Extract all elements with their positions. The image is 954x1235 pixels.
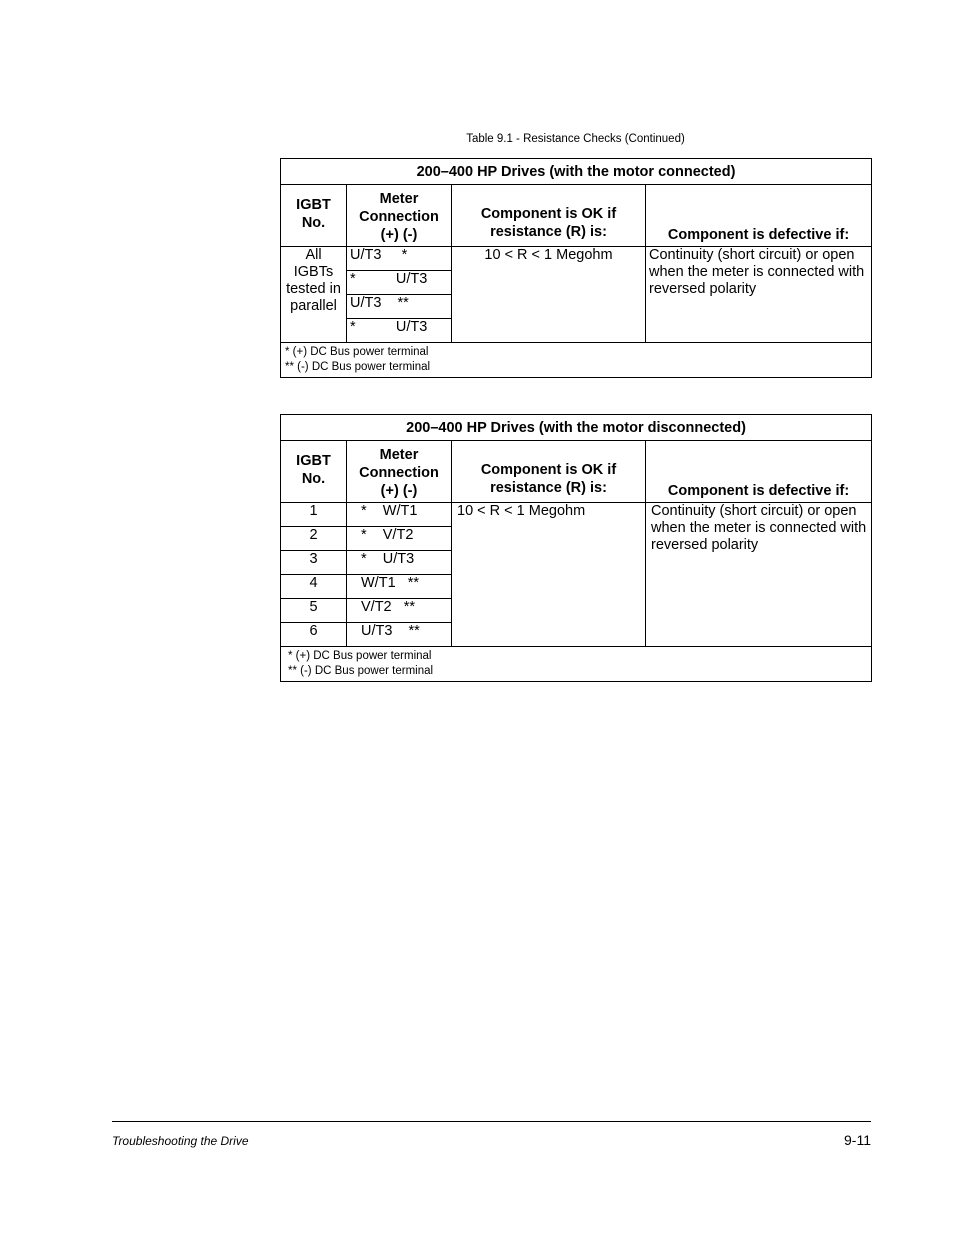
meter-connection: U/T3 * xyxy=(347,247,452,271)
igbt-number: 5 xyxy=(281,599,347,623)
ok-resistance: 10 < R < 1 Megohm xyxy=(452,503,646,647)
table-row xyxy=(281,503,872,527)
note-positive: * (+) DC Bus power terminal xyxy=(288,650,432,662)
meter-connection: W/T1 ** xyxy=(347,575,452,599)
table-title: 200–400 HP Drives (with the motor disconnected) xyxy=(281,415,872,441)
defective-condition: Continuity (short circuit) or open when the meter is connected with reversed polarity xyxy=(646,247,872,343)
meter-connection: * U/T3 xyxy=(347,319,452,343)
ok-resistance: 10 < R < 1 Megohm xyxy=(452,247,646,343)
resistance-table-motor-connected xyxy=(280,158,872,378)
meter-connection: * U/T3 xyxy=(347,551,452,575)
meter-connection: * U/T3 xyxy=(347,271,452,295)
footer-divider xyxy=(112,1121,871,1122)
note-negative: ** (-) DC Bus power terminal xyxy=(288,665,434,677)
note-positive: * (+) DC Bus power terminal xyxy=(285,346,429,358)
header-defective: Component is defective if: xyxy=(646,185,872,247)
meter-connection: U/T3 ** xyxy=(347,295,452,319)
header-ok: Component is OK if resistance (R) is: xyxy=(452,185,646,247)
table-caption: Table 9.1 - Resistance Checks (Continued) xyxy=(466,133,685,145)
igbt-number: 3 xyxy=(281,551,347,575)
igbt-number: 2 xyxy=(281,527,347,551)
meter-connection: * V/T2 xyxy=(347,527,452,551)
table-notes xyxy=(281,647,872,682)
igbt-number: 4 xyxy=(281,575,347,599)
header-defective: Component is defective if: xyxy=(646,441,872,503)
header-igbt: IGBT No. xyxy=(281,185,347,247)
header-igbt: IGBT No. xyxy=(281,441,347,503)
header-ok: Component is OK if resistance (R) is: xyxy=(452,441,646,503)
note-negative: ** (-) DC Bus power terminal xyxy=(285,361,431,373)
table-title: 200–400 HP Drives (with the motor connected) xyxy=(281,159,872,185)
footer-section-title: Troubleshooting the Drive xyxy=(112,1134,249,1148)
header-meter: Meter Connection (+) (-) xyxy=(347,185,452,247)
resistance-table-motor-disconnected xyxy=(280,414,872,682)
defective-condition: Continuity (short circuit) or open when the meter is connected with reversed polarity xyxy=(646,503,872,647)
meter-connection: V/T2 ** xyxy=(347,599,452,623)
meter-connection: U/T3 ** xyxy=(347,623,452,647)
igbt-number: 6 xyxy=(281,623,347,647)
meter-connection: * W/T1 xyxy=(347,503,452,527)
header-meter: Meter Connection (+) (-) xyxy=(347,441,452,503)
page-number: 9-11 xyxy=(844,1132,871,1148)
igbt-number: 1 xyxy=(281,503,347,527)
igbt-cell: All IGBTs tested in parallel xyxy=(281,247,347,343)
table-notes xyxy=(281,343,872,378)
